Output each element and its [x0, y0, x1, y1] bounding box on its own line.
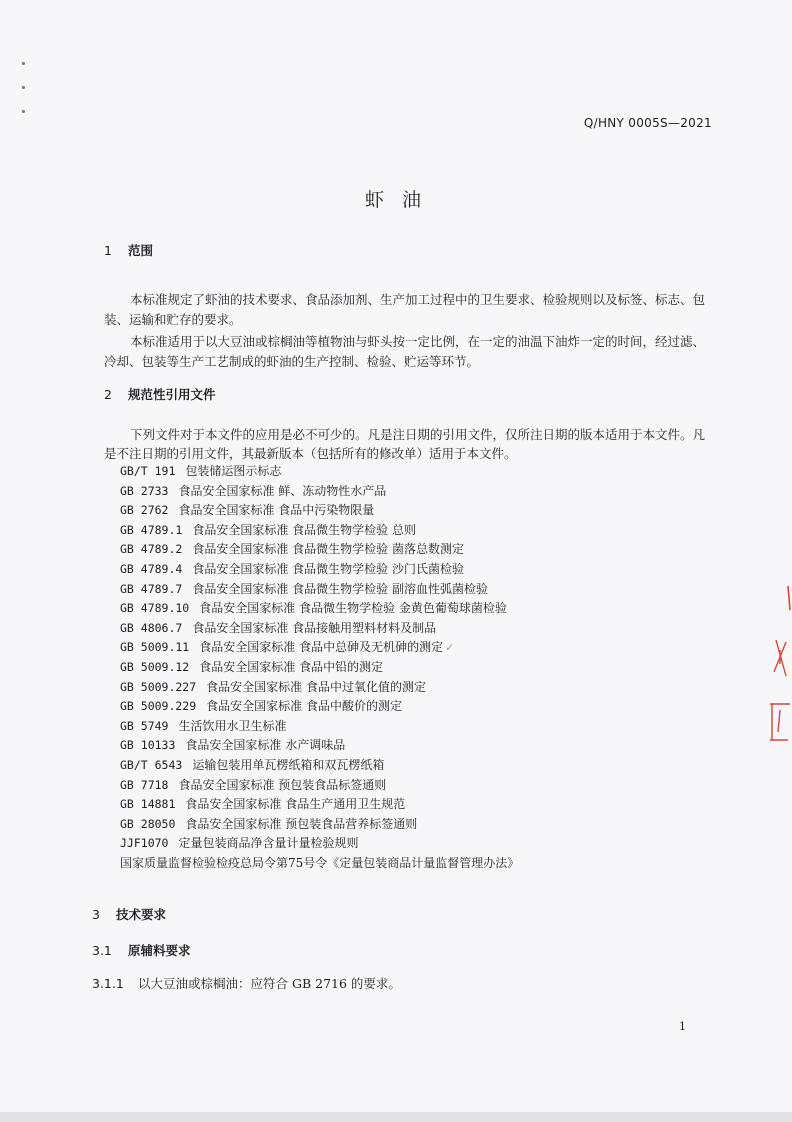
reference-title: 包装储运图示标志 [185, 464, 282, 478]
subsection-title: 原辅料要求 [128, 943, 191, 958]
reference-code: GB 10133 [120, 738, 176, 753]
reference-title: 食品安全国家标准 食品中酸价的测定 [206, 699, 402, 714]
section-title: 规范性引用文件 [128, 387, 216, 402]
reference-item [120, 599, 519, 619]
reference-item [120, 717, 519, 737]
clause-text: 以大豆油或棕榈油：应符合 GB 2716 的要求。 [138, 976, 401, 991]
references-intro: 下列文件对于本文件的应用是必不可少的。凡是注日期的引用文件，仅所注日期的版本适用于本文件。凡是不注日期的引用文件，其最新版本（包括所有的修改单）适用于本文件。 [104, 427, 706, 461]
scan-dot [22, 110, 25, 113]
reference-title: 食品安全国家标准 食品微生物学检验 菌落总数测定 [192, 542, 464, 557]
reference-item [120, 521, 519, 541]
document-title: 虾 油 [364, 189, 428, 211]
reference-item [120, 834, 519, 854]
reference-code: GB 4789.2 [120, 542, 183, 557]
subsection-3-1-heading [92, 941, 191, 959]
reference-item [120, 854, 519, 874]
reference-code: GB 7718 [120, 777, 169, 792]
reference-title: 食品安全国家标准 食品微生物学检验 副溶血性弧菌检验 [192, 581, 488, 596]
reference-item [120, 815, 519, 835]
section-title: 范围 [128, 243, 154, 258]
reference-item [120, 678, 519, 698]
scope-paragraph: 本标准适用于以大豆油或棕榈油等植物油与虾头按一定比例，在一定的油温下油炸一定的时间，经过滤、冷却、包装等生产工艺制成的虾油的生产控制、检验、贮运等环节。 [104, 334, 706, 369]
reference-item [120, 501, 519, 521]
reference-item [120, 462, 519, 482]
reference-item [120, 540, 519, 560]
red-ink-mark-icon [752, 580, 792, 750]
reference-item [120, 482, 519, 502]
section-title: 技术要求 [116, 907, 167, 922]
check-mark-icon: ✓ [445, 641, 455, 655]
scan-edge [0, 1112, 792, 1122]
reference-code: GB 28050 [120, 816, 176, 831]
reference-code: GB/T 6543 [120, 757, 183, 772]
reference-code: GB 5749 [120, 718, 169, 733]
reference-code: GB 5009.11 [120, 640, 190, 655]
reference-code: GB 4789.10 [120, 601, 190, 616]
reference-code: GB/T 191 [120, 464, 176, 478]
clause-3-1-1 [92, 974, 401, 992]
reference-item [120, 619, 519, 639]
reference-code: GB 5009.12 [120, 659, 190, 674]
reference-title: 定量包装商品净含量计量检验规则 [178, 836, 359, 851]
reference-title: 运输包装用单瓦楞纸箱和双瓦楞纸箱 [192, 757, 385, 772]
standard-code: Q/HNY 0005S—2021 [583, 116, 712, 130]
reference-code: JJF1070 [120, 836, 169, 851]
reference-item [120, 795, 519, 815]
reference-title: 食品安全国家标准 食品生产通用卫生规范 [185, 797, 406, 812]
scope-paragraph: 本标准规定了虾油的技术要求、食品添加剂、生产加工过程中的卫生要求、检验规则以及标签、标志、包装、运输和贮存的要求。 [104, 292, 706, 327]
subsection-number: 3.1 [92, 943, 112, 958]
reference-title: 食品安全国家标准 食品中铅的测定 [199, 659, 384, 674]
reference-code: GB 4789.1 [120, 522, 183, 537]
section-2-heading [104, 385, 216, 403]
reference-list [120, 462, 519, 873]
reference-title: 食品安全国家标准 水产调味品 [185, 738, 346, 753]
clause-number: 3.1.1 [92, 976, 124, 991]
reference-item [120, 560, 519, 580]
reference-item [120, 776, 519, 796]
reference-title: 食品安全国家标准 预包装食品营养标签通则 [185, 816, 418, 831]
reference-title: 食品安全国家标准 食品中污染物限量 [178, 503, 375, 518]
reference-title: 生活饮用水卫生标准 [178, 718, 287, 733]
reference-item [120, 756, 519, 776]
section-number: 2 [104, 387, 112, 402]
section-1-heading [104, 241, 153, 259]
reference-code: GB 4789.7 [120, 581, 183, 596]
scan-dot [22, 62, 25, 65]
reference-code: GB 2762 [120, 503, 169, 518]
section-number: 3 [92, 907, 100, 922]
reference-title: 食品安全国家标准 预包装食品标签通则 [178, 777, 387, 792]
reference-title: 国家质量监督检验检疫总局令第75号令《定量包装商品计量监督管理办法》 [120, 855, 520, 870]
reference-title: 食品安全国家标准 食品接触用塑料材料及制品 [192, 620, 437, 635]
reference-title: 食品安全国家标准 食品中过氧化值的测定 [206, 679, 426, 694]
reference-code: GB 5009.227 [120, 679, 197, 694]
reference-code: GB 14881 [120, 797, 176, 812]
reference-title: 食品安全国家标准 食品中总砷及无机砷的测定 [199, 640, 444, 655]
reference-code: GB 4806.7 [120, 620, 183, 635]
reference-item [120, 638, 519, 658]
page-number: 1 [679, 1020, 686, 1033]
reference-item [120, 658, 519, 678]
section-number: 1 [104, 243, 112, 258]
reference-item [120, 736, 519, 756]
reference-title: 食品安全国家标准 食品微生物学检验 沙门氏菌检验 [192, 561, 464, 576]
scan-dot [22, 86, 25, 89]
reference-code: GB 4789.4 [120, 561, 183, 576]
section-3-heading [92, 905, 166, 923]
reference-title: 食品安全国家标准 食品微生物学检验 总则 [192, 522, 416, 537]
reference-title: 食品安全国家标准 鲜、冻动物性水产品 [178, 483, 387, 498]
reference-item [120, 580, 519, 600]
reference-item [120, 697, 519, 717]
reference-code: GB 2733 [120, 483, 169, 498]
reference-title: 食品安全国家标准 食品微生物学检验 金黄色葡萄球菌检验 [199, 601, 507, 616]
reference-code: GB 5009.229 [120, 699, 197, 714]
